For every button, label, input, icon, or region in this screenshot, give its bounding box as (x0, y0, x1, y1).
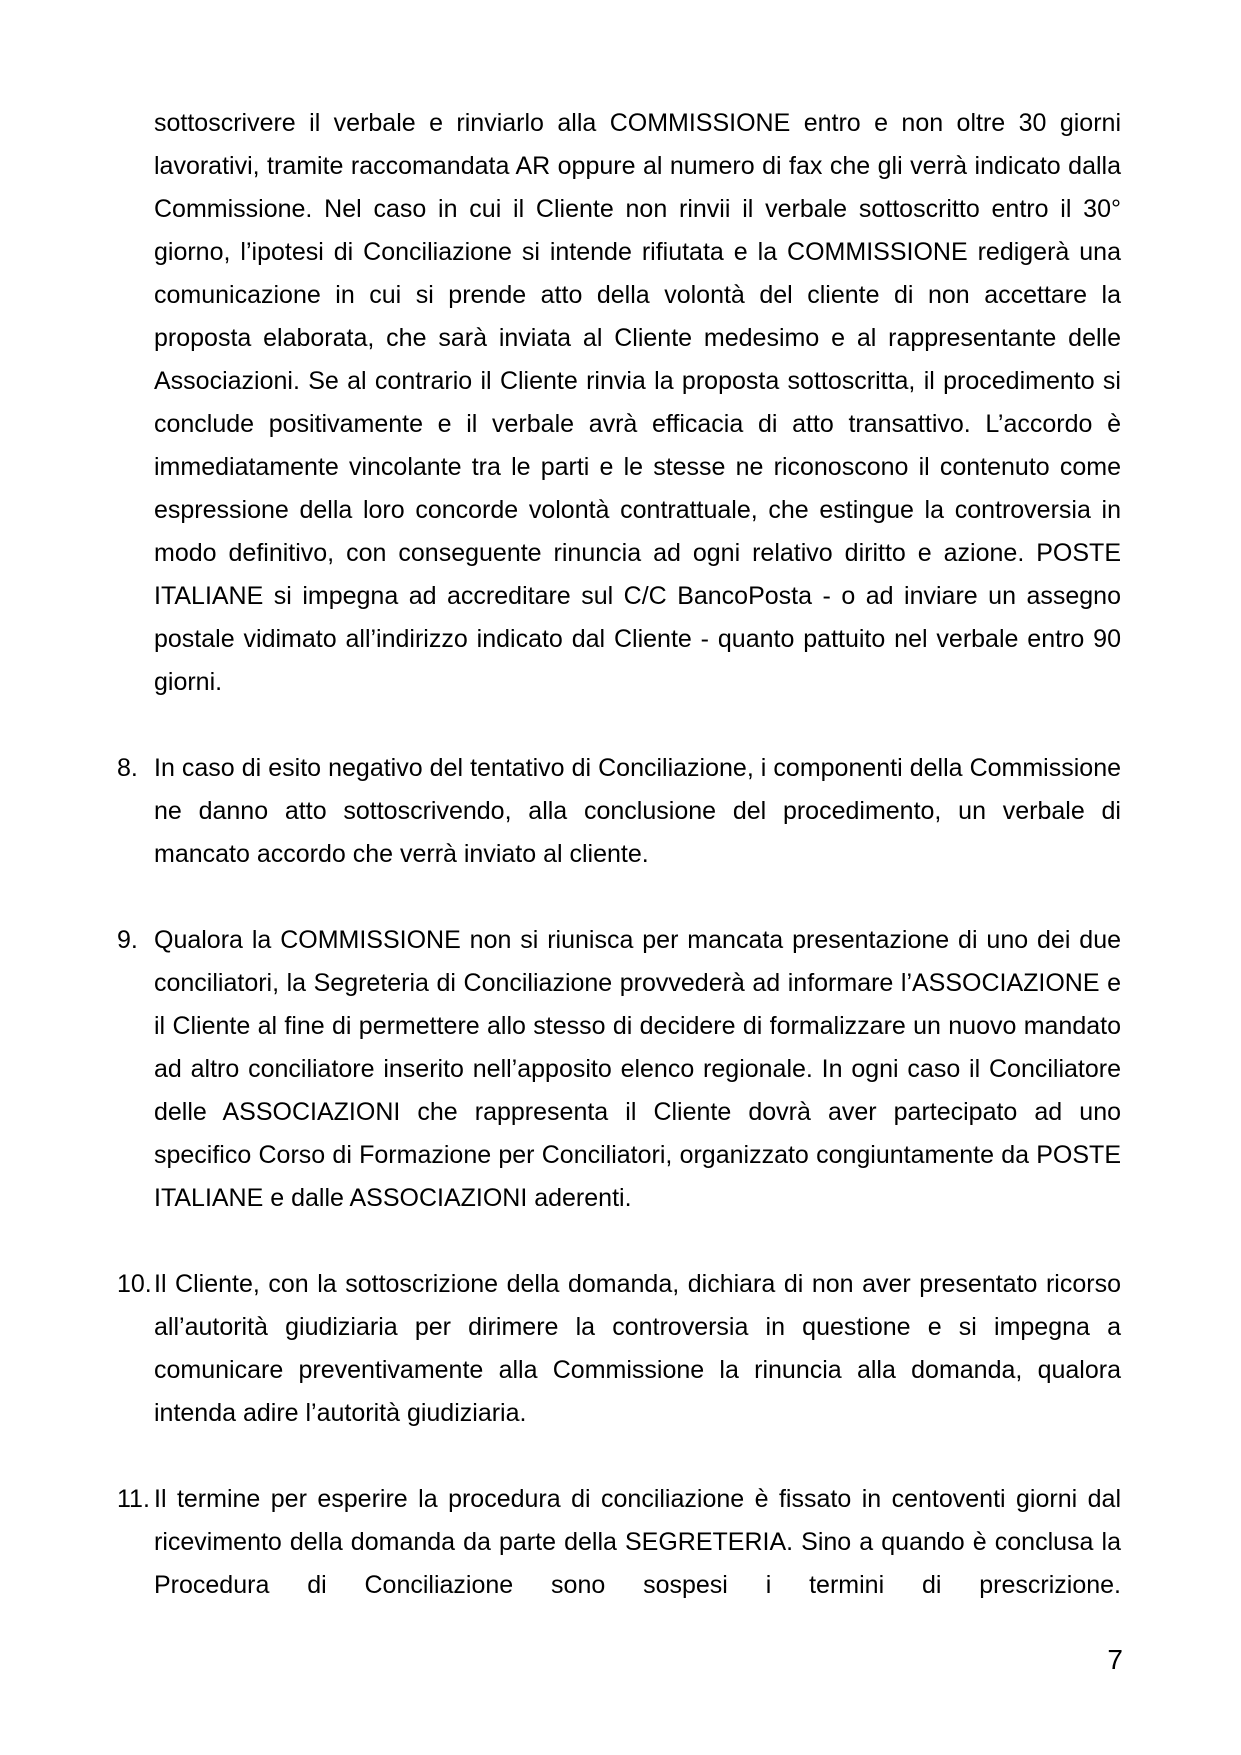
list-item-8 (117, 747, 1121, 876)
page-number: 7 (1107, 1644, 1123, 1675)
list-item-number: 9. (117, 926, 138, 954)
list-item-text: Qualora la COMMISSIONE non si riunisca per mancata presentazione di uno dei due conciliatori, la Segreteria di Conciliazione provvederà ad informare l’ASSOCIAZIONE e il Cliente al fine di permettere allo stesso di decidere di formalizzare un nuovo mandato ad altro conciliatore inserito nell’apposito elenco regionale. In ogni caso il Conciliatore delle ASSOCIAZIONI che rappresenta il Cliente dovrà aver partecipato ad uno specifico Corso di Formazione per Conciliatori, organizzato congiuntamente da POSTE ITALIANE e dalle ASSOCIAZIONI aderenti. (154, 926, 1121, 1212)
list-item-number: 10. (117, 1270, 152, 1298)
list-item-11 (117, 1478, 1121, 1607)
list-item-9 (117, 919, 1121, 1220)
continuation-paragraph: sottoscrivere il verbale e rinviarlo alla COMMISSIONE entro e non oltre 30 giorni lavorativi, tramite raccomandata AR oppure al numero di fax che gli verrà indicato dalla Commissione. Nel caso in cui il Cliente non rinvii il verbale sottoscritto entro il 30° giorno, l’ipotesi di Conciliazione si intende rifiutata e la COMMISSIONE redigerà una comunicazione in cui si prende atto della volontà del cliente di non accettare la proposta elaborata, che sarà inviata al Cliente medesimo e al rappresentante delle Associazioni. Se al contrario il Cliente rinvia la proposta sottoscritta, il procedimento si conclude positivamente e il verbale avrà efficacia di atto transattivo. L’accordo è immediatamente vincolante tra le parti e le stesse ne riconoscono il contenuto come espressione della loro concorde volontà contrattuale, che estingue la controversia in modo definitivo, con conseguente rinuncia ad ogni relativo diritto e azione. POSTE ITALIANE si impegna ad accreditare sul C/C BancoPosta - o ad inviare un assegno postale vidimato all’indirizzo indicato dal Cliente - quanto pattuito nel verbale entro 90 giorni. (154, 109, 1121, 696)
list-item-text: Il termine per esperire la procedura di conciliazione è fissato in centoventi giorni dal ricevimento della domanda da parte della SEGRETERIA. Sino a quando è conclusa la Procedura di Conciliazione sono sospesi i termini di prescrizione. (154, 1485, 1121, 1599)
list-item-text: Il Cliente, con la sottoscrizione della domanda, dichiara di non aver presentato ricorso all’autorità giudiziaria per dirimere la controversia in questione e si impegna a comunicare preventivamente alla Commissione la rinuncia alla domanda, qualora intenda adire l’autorità giudiziaria. (154, 1270, 1121, 1427)
list-item-text: In caso di esito negativo del tentativo di Conciliazione, i componenti della Commissione ne danno atto sottoscrivendo, alla conclusione del procedimento, un verbale di mancato accordo che verrà inviato al cliente. (154, 754, 1121, 868)
list-item-number: 8. (117, 754, 138, 782)
list-item-number: 11. (117, 1485, 150, 1513)
list-item-10 (117, 1263, 1121, 1435)
document-content (117, 102, 1121, 1650)
